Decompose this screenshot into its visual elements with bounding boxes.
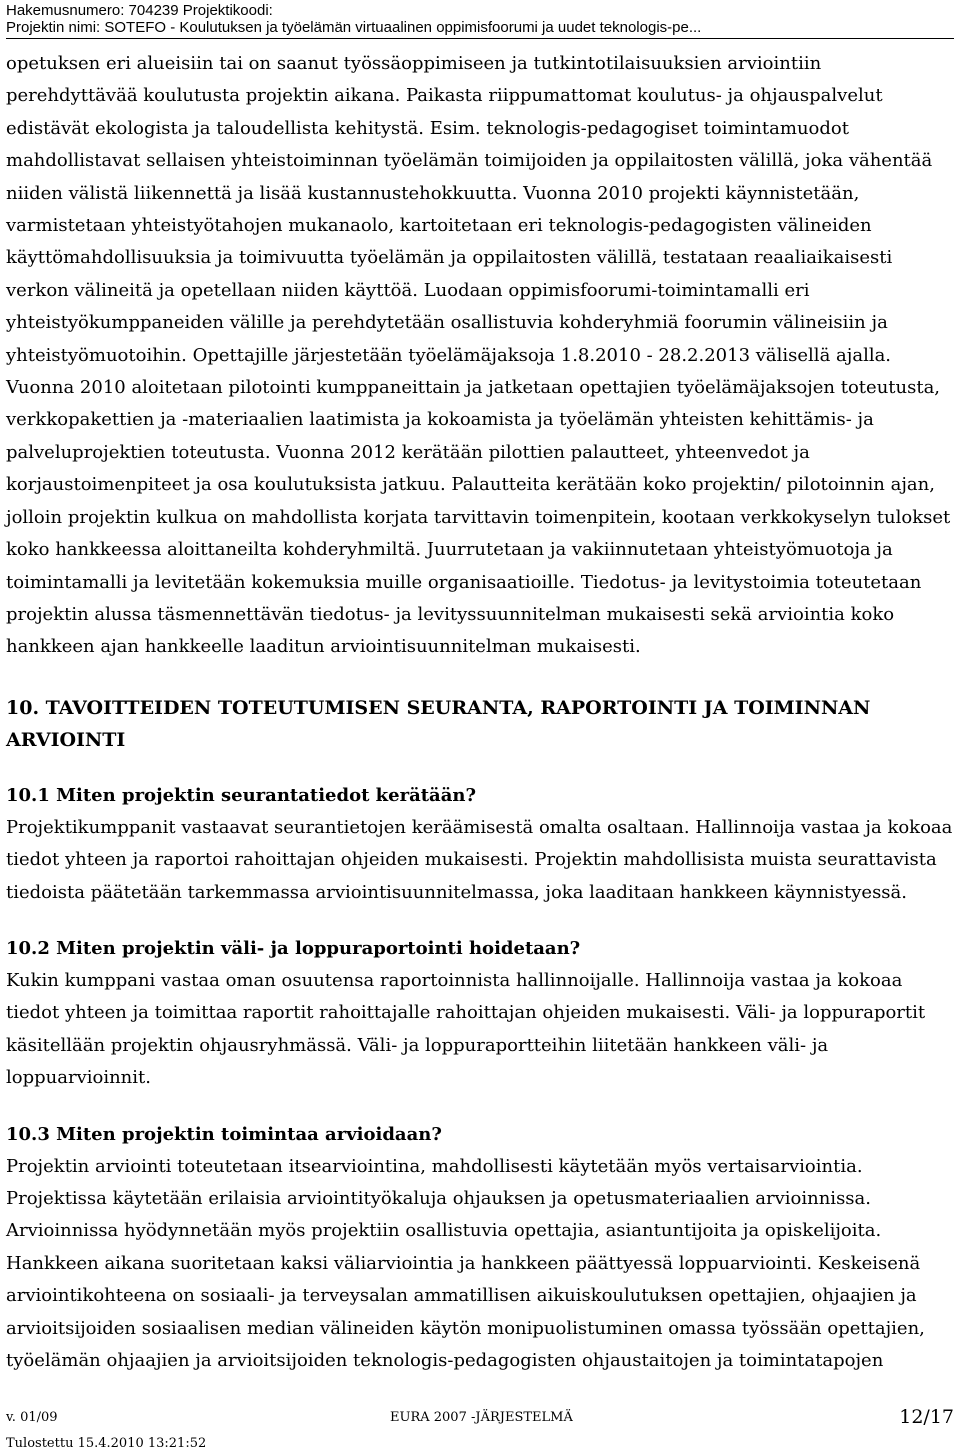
header-divider [6, 38, 954, 39]
project-name-line: Projektin nimi: SOTEFO - Koulutuksen ja työelämän virtuaalinen oppimisfoorumi ja uudet teknologis-pe... [6, 19, 702, 36]
page-header [6, 2, 956, 36]
subsection-heading-10-2: 10.2 Miten projektin väli- ja loppuraportointi hoidetaan? [6, 937, 581, 959]
subsection-text-10-3b: Hankkeen aikana suoritetaan kaksi väliarviointia ja hankkeen päättyessä loppuarviointi. Keskeisenä arviointikohteena on sosiaali- ja terveysalan ammatillisen aikuiskoulutuksen opettajien, ohjaajien ja arvioitsijoiden sosiaalisen median välineiden käytön monipuolistuminen omassa työssään opettajien, työelämän ohjaajien ja arvioitsijoiden teknologis-pedagogisten ohjaustaitojen ja toimintatapojen [6, 1252, 925, 1371]
subsection-heading-10-3: 10.3 Miten projektin toimintaa arvioidaan? [6, 1123, 442, 1145]
spacer [6, 756, 956, 780]
subsection-text-10-3a: Projektin arviointi toteutetaan itsearviointina, mahdollisesti käytetään myös vertaisarviointia. Projektissa käytetään erilaisia arviointityökaluja ohjauksen ja opetusmateriaalien arvioinnissa. Arvioinnissa hyödynnetään myös projektiin osallistuvia opettajia, asiantuntijoita ja opiskelijoita. [6, 1155, 882, 1242]
version-label: v. 01/09 [6, 1410, 58, 1425]
intro-paragraph: opetuksen eri alueisiin tai on saanut työssäoppimiseen ja tutkintotilaisuuksien arviointiin perehdyttävää koulutusta projektin aikana. Paikasta riippumattomat koulutus- ja ohjauspalvelut edistävät ekologista ja taloudellista kehitystä. Esim. teknologis-pedagogiset toimintamuodot mahdollistavat sellaisen yhteistoiminnan työelämän toimijoiden ja oppilaitosten välillä, joka vähentää niiden välistä liikennettä ja lisää kustannustehokkuutta. Vuonna 2010 projekti käynnistetään, varmistetaan yhteistyötahojen mukanaolo, kartoitetaan eri teknologis-pedagogisten välineiden käyttömahdollisuuksia ja toimivuutta työelämän ja oppilaitosten välillä, testataan reaaliaikaisesti verkon välineitä ja opetellaan niiden käyttöä. Luodaan oppimisfoorumi-toimintamalli eri yhteistyökumppaneiden välille ja perehdytetään osallistuvia kohderyhmiä foorumin välineisiin ja yhteistyömuotoihin. Opettajille järjestetään työelämäjaksoja 1.8.2010 - 28.2.2013 välisellä ajalla. Vuonna 2010 aloitetaan pilotointi kumppaneittain ja jatketaan opettajien työelämäjaksojen toteutusta, verkkopakettien ja -materiaalien laatimista ja kokoamista ja työelämän yhteisten kehittämis- ja palveluprojektien toteutusta. Vuonna 2012 kerätään pilottien palautteet, yhteenvedot ja korjaustoimenpiteet ja osa koulutuksista jatkuu. Palautteita kerätään koko projektin/ pilotoinnin ajan, jolloin projektin kulkua on mahdollista korjata tarvittavin toimenpitein, kootaan verkkokyselyn tulokset koko hankkeessa aloittaneilta kohderyhmiltä. Juurrutetaan ja vakiinnutetaan yhteistyömuotoja ja toimintamalli ja levitetään kokemuksia muille organisaatioille. Tiedotus- ja levitystoimia toteutetaan projektin alussa täsmennettävän tiedotus- ja levityssuunnitelman mukaisesti sekä arviointia koko hankkeen ajan hankkeelle laaditun arviointisuunnitelman mukaisesti. [6, 53, 951, 658]
printed-timestamp: Tulostettu 15.4.2010 13:21:52 [6, 1436, 207, 1451]
section-heading: 10. TAVOITTEIDEN TOTEUTUMISEN SEURANTA, RAPORTOINTI JA TOIMINNAN ARVIOINTI [6, 696, 871, 751]
application-number-line: Hakemusnumero: 704239 Projektikoodi: [6, 2, 273, 19]
subsection-text-10-1: Projektikumppanit vastaavat seurantietojen keräämisestä omalta osaltaan. Hallinnoija vastaa ja kokoaa tiedot yhteen ja raportoi rahoittajan ohjeiden mukaisesti. Projektin mahdollisista muista seurattavista tiedoista päätetään tarkemmassa arviointisuunnitelmassa, joka laaditaan hankkeen käynnistyessä. [6, 816, 953, 903]
subsection-text-10-2: Kukin kumppani vastaa oman osuutensa raportoinnista hallinnoijalle. Hallinnoija vastaa ja kokoaa tiedot yhteen ja toimittaa raportit rahoittajalle rahoittajan ohjeiden mukaisesti. Väli- ja loppuraportit käsitellään projektin ohjausryhmässä. Väli- ja loppuraportteihin liitetään hankkeen väli- ja loppuarvioinnit. [6, 969, 926, 1089]
page-footer [0, 1406, 960, 1454]
spacer [6, 1095, 956, 1119]
document-body [6, 48, 956, 1377]
spacer [6, 909, 956, 933]
spacer [6, 664, 956, 692]
page-number: 12/17 [899, 1406, 954, 1428]
subsection-heading-10-1: 10.1 Miten projektin seurantatiedot kerätään? [6, 784, 477, 806]
system-name: EURA 2007 -JÄRJESTELMÄ [390, 1410, 573, 1425]
